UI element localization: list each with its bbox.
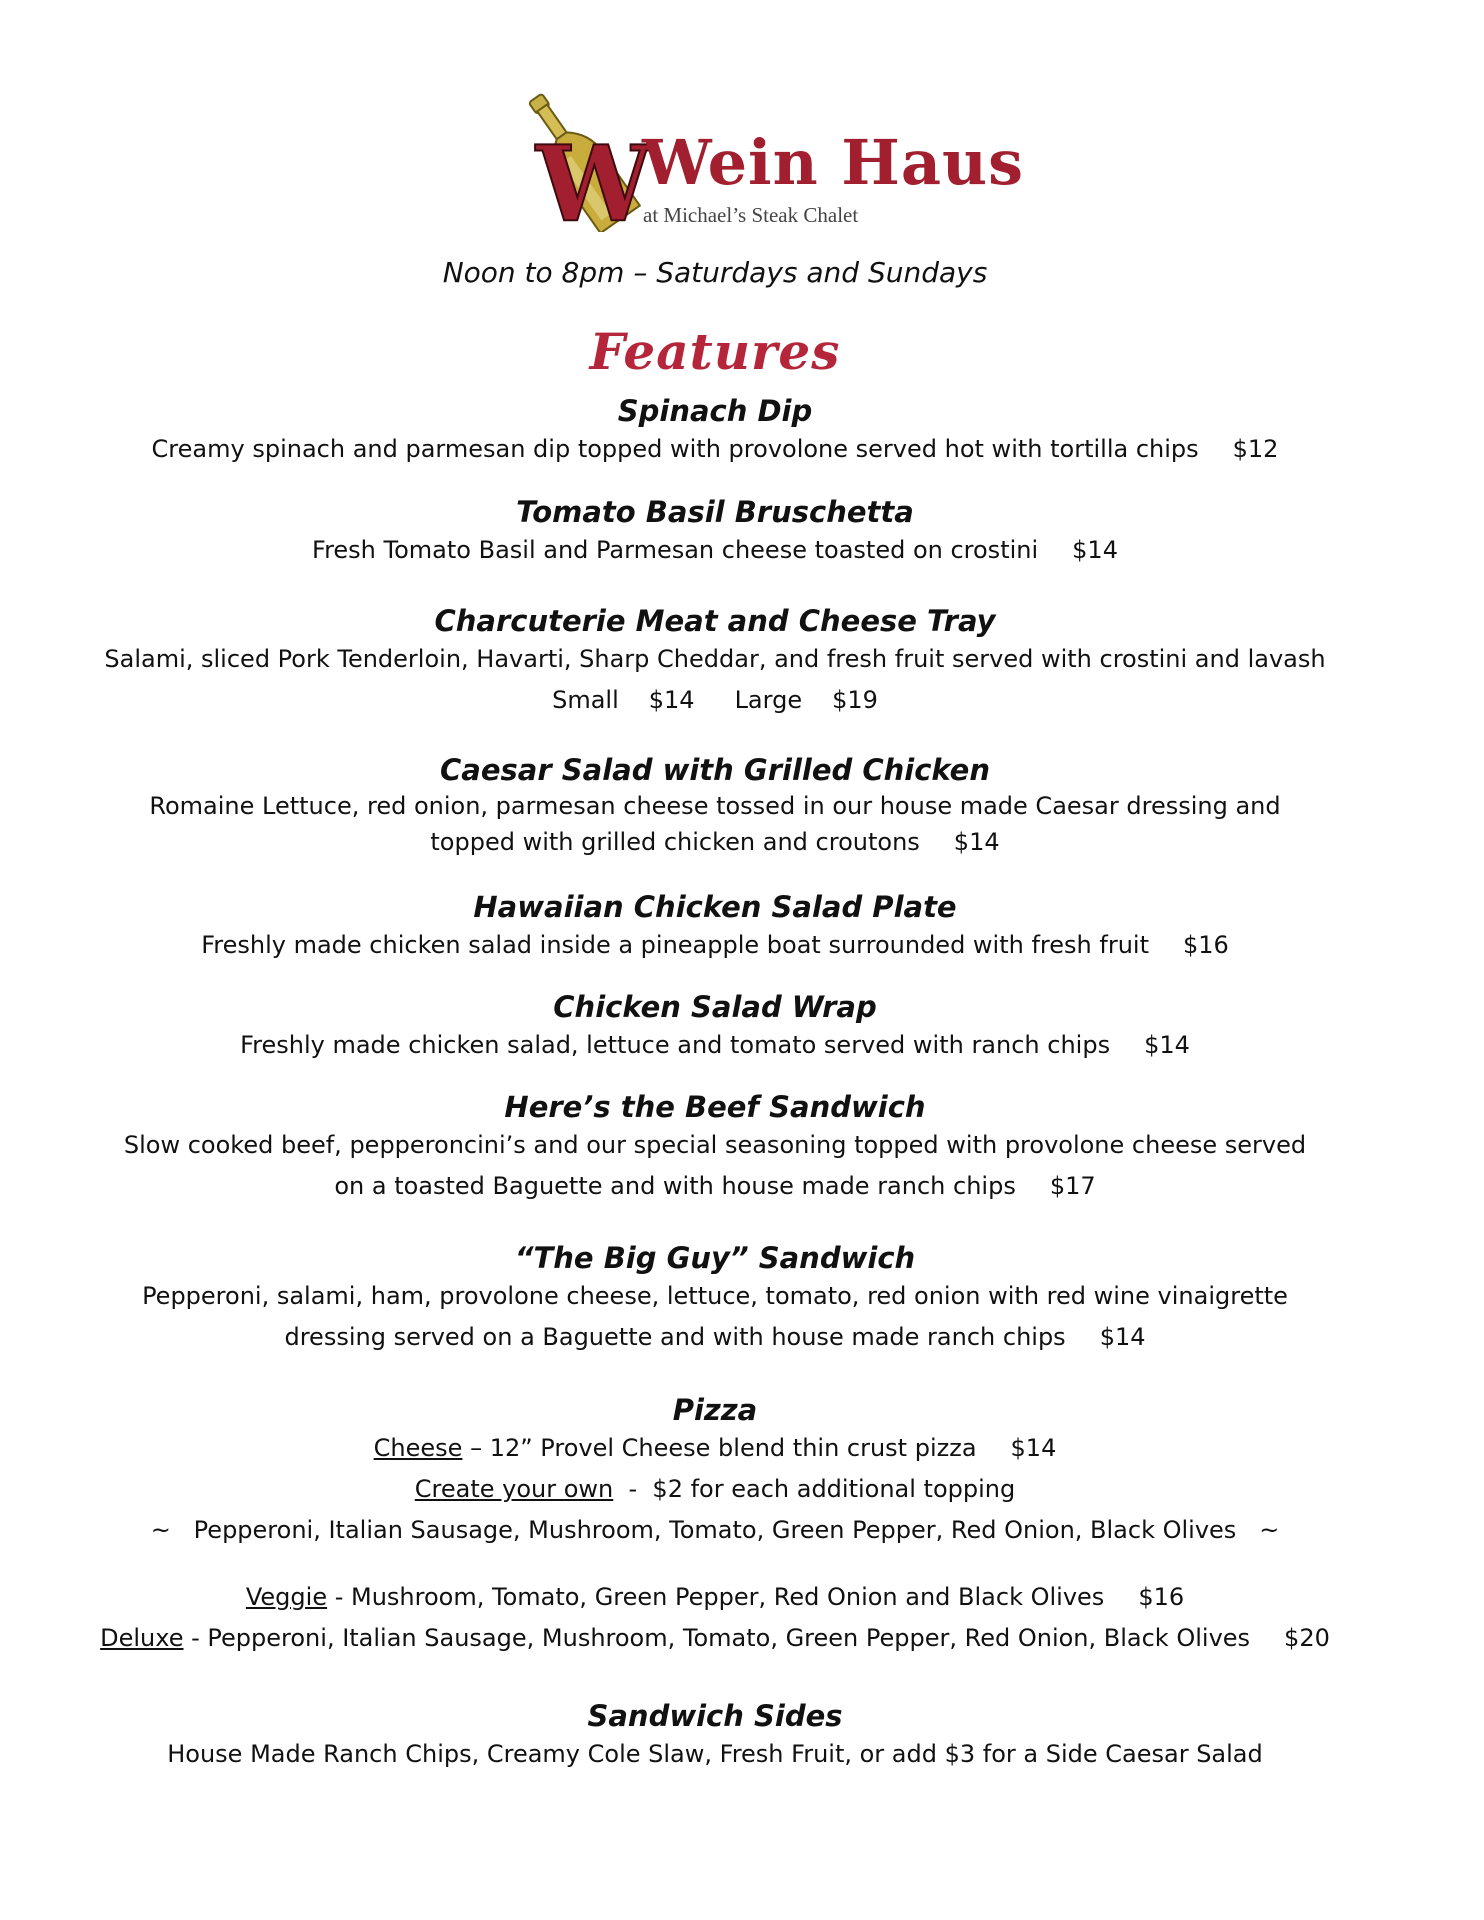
small-label: Small (552, 686, 619, 714)
wine-bottle-icon (520, 82, 660, 232)
item-title: Tomato Basil Bruschetta (516, 495, 914, 529)
pizza-cheese-label: Cheese (373, 1434, 463, 1462)
item-description: Fresh Tomato Basil and Parmesan cheese toasted on crostini (312, 536, 1039, 564)
item-title: Pizza (672, 1393, 758, 1427)
wein-haus-logo (520, 82, 1024, 232)
menu-item-spinach-dip (0, 393, 1430, 470)
item-description-cont: topped with grilled chicken and croutons (430, 828, 920, 856)
item-price: $14 (1072, 536, 1118, 564)
logo-subtitle: at Michael’s Steak Chalet (643, 203, 859, 227)
item-description-cont: dressing served on a Baguette and with house made ranch chips (284, 1323, 1066, 1351)
pizza-deluxe-price: $20 (1284, 1624, 1330, 1652)
large-price: $19 (832, 686, 878, 714)
item-title: Sandwich Sides (587, 1699, 843, 1733)
menu-item-charcuterie (0, 603, 1430, 721)
item-description: Pepperoni, salami, ham, provolone cheese, lettuce, tomato, red onion with red wine vinaigrette (142, 1282, 1288, 1310)
item-description: Freshly made chicken salad, lettuce and tomato served with ranch chips (240, 1031, 1111, 1059)
item-description-cont: on a toasted Baguette and with house made ranch chips (334, 1172, 1016, 1200)
menu-item-caesar-salad (0, 752, 1430, 860)
item-description: Creamy spinach and parmesan dip topped with provolone served hot with tortilla chips (151, 435, 1199, 463)
item-price: $14 (1099, 1323, 1146, 1351)
svg-text:W: W (536, 122, 653, 232)
pizza-create-line (0, 1469, 1430, 1510)
pizza-veggie-price: $16 (1138, 1583, 1185, 1611)
hours-text: Noon to 8pm – Saturdays and Sundays (442, 256, 988, 289)
size-prices (0, 680, 1430, 721)
pizza-toppings-list: ~ Pepperoni, Italian Sausage, Mushroom, Tomato, Green Pepper, Red Onion, Black Olives ~ (150, 1516, 1280, 1544)
pizza-deluxe-label: Deluxe (100, 1624, 184, 1652)
menu-item-chicken-salad-wrap (0, 989, 1430, 1066)
item-title: Here’s the Beef Sandwich (504, 1090, 926, 1124)
pizza-veggie-line (0, 1577, 1430, 1618)
features-heading: Features (589, 322, 841, 381)
menu-item-hawaiian-chicken-salad (0, 889, 1430, 966)
item-description: House Made Ranch Chips, Creamy Cole Slaw, Fresh Fruit, or add $3 for a Side Caesar Salad (167, 1740, 1263, 1768)
large-label: Large (734, 686, 803, 714)
pizza-veggie-label: Veggie (245, 1583, 328, 1611)
menu-item-big-guy-sandwich (0, 1240, 1430, 1358)
item-price: $17 (1049, 1172, 1096, 1200)
pizza-cheese-line (0, 1428, 1430, 1469)
menu-item-beef-sandwich (0, 1089, 1430, 1207)
item-price: $14 (953, 828, 1000, 856)
pizza-deluxe-line (0, 1618, 1430, 1659)
pizza-create-desc: - $2 for each additional topping (613, 1475, 1016, 1503)
item-price: $14 (1144, 1031, 1190, 1059)
pizza-cheese-price: $14 (1010, 1434, 1057, 1462)
logo-title: Wein Haus (642, 126, 1024, 199)
item-title: “The Big Guy” Sandwich (514, 1241, 916, 1275)
pizza-veggie-desc: - Mushroom, Tomato, Green Pepper, Red Onion and Black Olives (327, 1583, 1105, 1611)
pizza-cheese-desc: – 12” Provel Cheese blend thin crust pizza (462, 1434, 977, 1462)
menu-item-pizza (0, 1392, 1430, 1659)
item-title: Hawaiian Chicken Salad Plate (473, 890, 957, 924)
menu-item-bruschetta (0, 494, 1430, 571)
item-title: Caesar Salad with Grilled Chicken (440, 753, 990, 787)
item-description: Slow cooked beef, pepperoncini’s and our special seasoning topped with provolone cheese served (123, 1131, 1307, 1159)
item-title: Chicken Salad Wrap (553, 990, 877, 1024)
menu-item-sandwich-sides (0, 1698, 1430, 1775)
item-price: $16 (1182, 931, 1229, 959)
item-description: Salami, sliced Pork Tenderloin, Havarti, Sharp Cheddar, and fresh fruit served with crostini and lavash (104, 645, 1326, 673)
item-price: $12 (1232, 435, 1279, 463)
item-description: Romaine Lettuce, red onion, parmesan cheese tossed in our house made Caesar dressing and (149, 792, 1281, 820)
item-description: Freshly made chicken salad inside a pineapple boat surrounded with fresh fruit (201, 931, 1149, 959)
item-title: Charcuterie Meat and Cheese Tray (434, 604, 996, 638)
item-title: Spinach Dip (617, 394, 813, 428)
pizza-deluxe-desc: - Pepperoni, Italian Sausage, Mushroom, Tomato, Green Pepper, Red Onion, Black Olives (183, 1624, 1251, 1652)
small-price: $14 (648, 686, 695, 714)
pizza-create-label: Create your own (414, 1475, 614, 1503)
